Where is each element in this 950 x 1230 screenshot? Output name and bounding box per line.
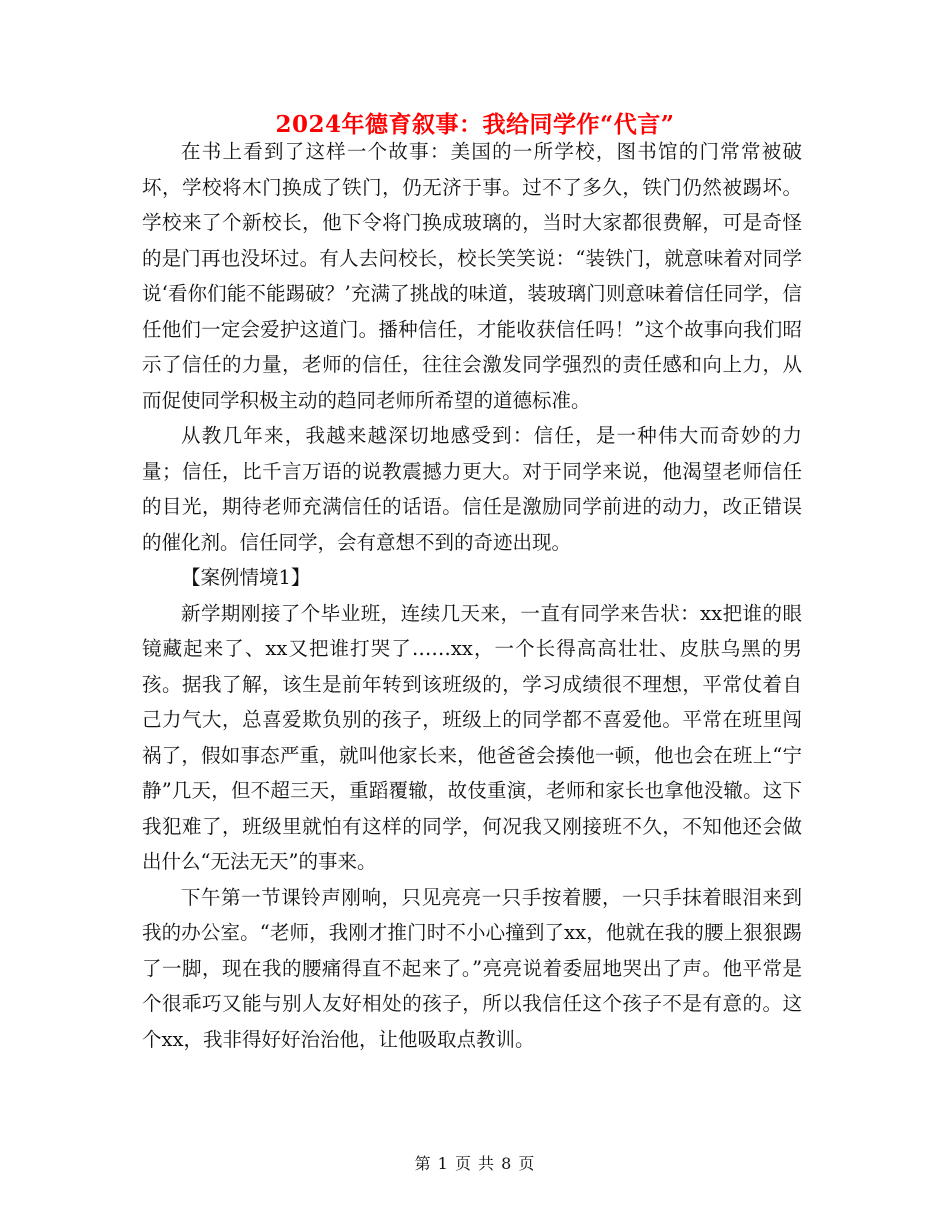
paragraph-trust: 从教几年来，我越来越深切地感受到：信任，是一种伟大而奇妙的力量；信任，比千言万语的说教震撼力更大。对于同学来说，他渴望老师信任的目光，期待老师充满信任的话语。信任是激励同学前进的动力，改正错误的催化剂。信任同学，会有意想不到的奇迹出现。 [142,424,802,554]
document-body [142,134,802,1057]
paragraph-case-incident: 下午第一节课铃声刚响，只见亮亮一只手按着腰，一只手抹着眼泪来到我的办公室。“老师，我刚才推门时不小心撞到了xx，他就在我的腰上狠狠踢了一脚，现在我的腰痛得直不起来了。”亮亮说着委屈地哭出了声。他平常是个很乖巧又能与别人友好相处的孩子，所以我信任这个孩子不是有意的。这个xx，我非得好好治治他，让他吸取点教训。 [142,885,802,1051]
page-number: 第 1 页 共 8 页 [414,1154,536,1173]
paragraph-story: 在书上看到了这样一个故事：美国的一所学校，图书馆的门常常被破坏，学校将木门换成了铁门，仍无济于事。过不了多久，铁门仍然被踢坏。学校来了个新校长，他下令将门换成玻璃的，当时大家都很费解，可是奇怪的是门再也没坏过。有人去问校长，校长笑笑说：“装铁门，就意味着对同学说‘看你们能不能踢破？’充满了挑战的味道，装玻璃门则意味着信任同学，信任他们一定会爱护这道门。播种信任，才能收获信任吗！”这个故事向我们昭示了信任的力量，老师的信任，往往会激发同学强烈的责任感和向上力，从而促使同学积极主动的趋同老师所希望的道德标准。 [142,140,802,412]
document-title: 2024年德育叙事：我给同学作“代言” [275,111,675,138]
paragraph-case-intro: 新学期刚接了个毕业班，连续几天来，一直有同学来告状：xx把谁的眼镜藏起来了、xx又把谁打哭了……xx，一个长得高高壮壮、皮肤乌黑的男孩。据我了解，该生是前年转到该班级的，学习成绩很不理想，平常仗着自己力气大，总喜爱欺负别的孩子，班级上的同学都不喜爱他。平常在班里闯祸了，假如事态严重，就叫他家长来，他爸爸会揍他一顿，他也会在班上“宁静”几天，但不超三天，重蹈覆辙，故伎重演，老师和家长也拿他没辙。这下我犯难了，班级里就怕有这样的同学，何况我又刚接班不久，不知他还会做出什么“无法无天”的事来。 [142,601,802,873]
case-heading: 【案例情境1】 [181,566,311,589]
